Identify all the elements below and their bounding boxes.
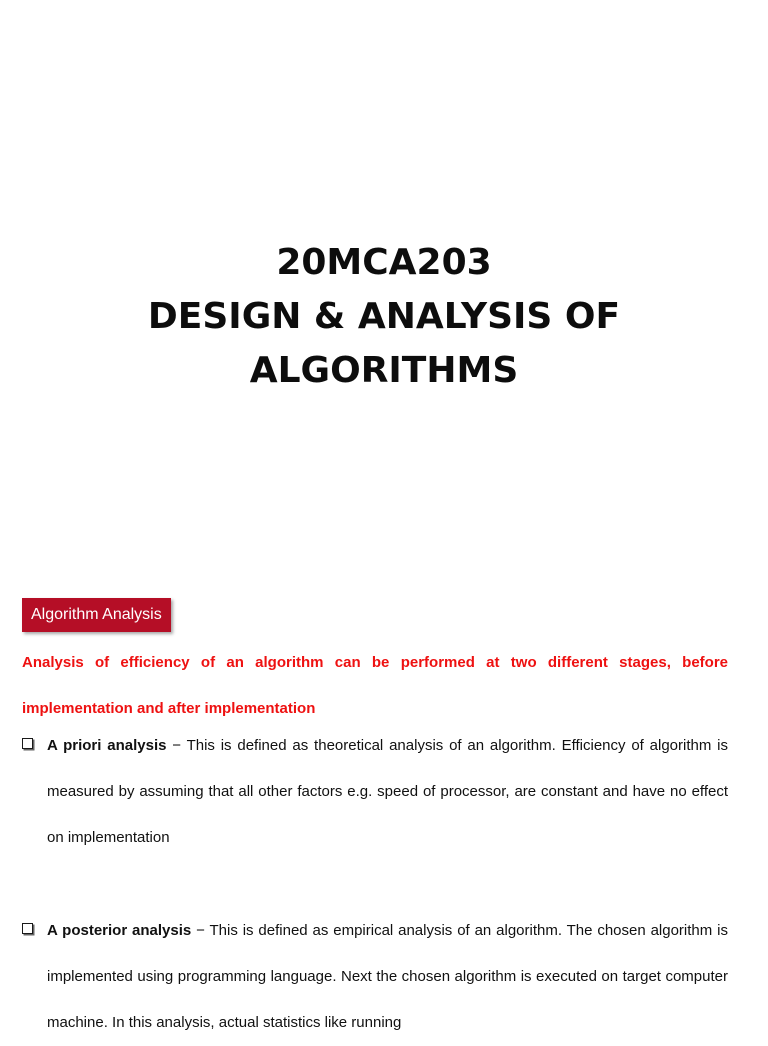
course-code: 20MCA203 bbox=[276, 242, 492, 283]
bullet-term: A posterior analysis bbox=[47, 922, 192, 939]
bullet-term: A priori analysis bbox=[47, 737, 167, 754]
bullet-text bbox=[47, 908, 728, 1046]
section-tag: Algorithm Analysis bbox=[22, 598, 171, 632]
bullet-text bbox=[47, 723, 728, 861]
content-slide bbox=[0, 560, 768, 1031]
course-title-line-1: DESIGN & ANALYSIS OF bbox=[147, 296, 621, 337]
checkbox-bullet-icon bbox=[22, 923, 33, 934]
bullet-description: − This is defined as theoretical analysis of an algorithm. Efficiency of algorithm is measured by assuming that all other factors e.g. speed of processor, are constant and have no effect on implementation bbox=[47, 737, 728, 846]
bullet-a-priori bbox=[22, 723, 728, 861]
bullet-a-posterior bbox=[22, 908, 728, 1046]
intro-text: Analysis of efficiency of an algorithm can be performed at two different stages, before implementation and after implementation bbox=[22, 654, 728, 717]
checkbox-bullet-icon bbox=[22, 738, 33, 749]
slide-title bbox=[0, 236, 768, 398]
course-title-line-2: ALGORITHMS bbox=[249, 350, 519, 391]
bullet-description: − This is defined as empirical analysis of an algorithm. The chosen algorithm is implemented using programming language. Next the chosen algorithm is executed on target computer machine. In this analysis, actual statistics like running bbox=[47, 922, 728, 1031]
